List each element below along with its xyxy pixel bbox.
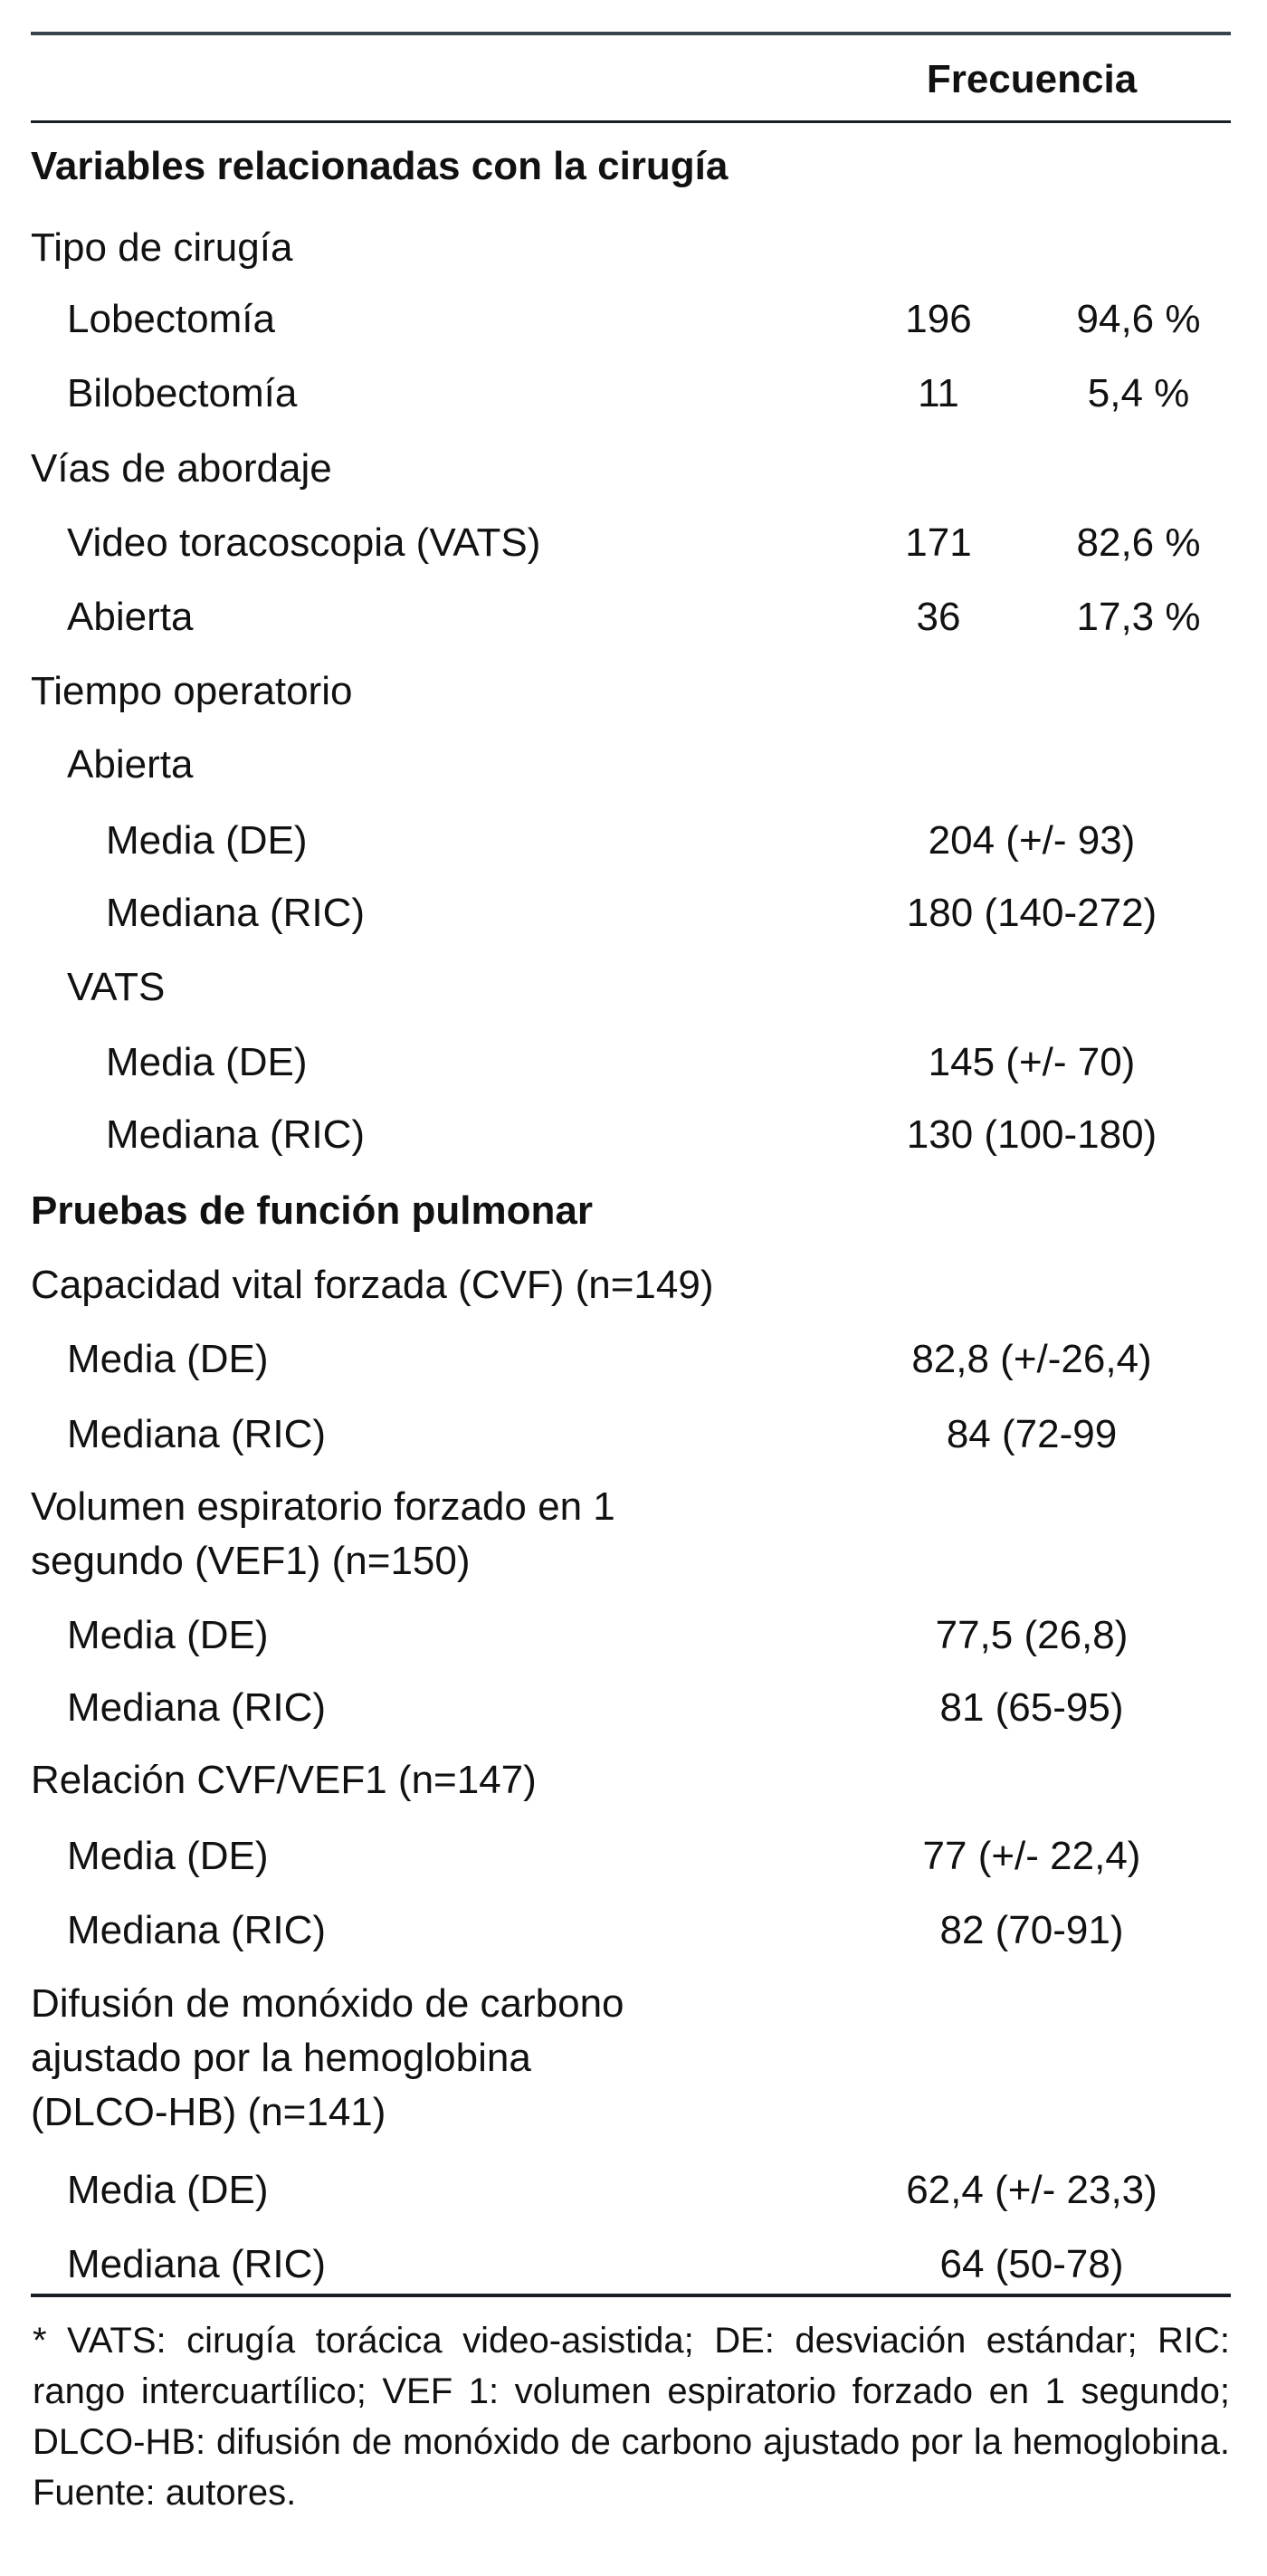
row-label: Media (DE) — [106, 1040, 308, 1084]
statistic-cell: 77,5 (26,8) — [935, 1613, 1129, 1657]
table-row — [0, 1903, 1267, 1958]
table-row — [0, 292, 1267, 347]
table-row — [0, 2237, 1267, 2292]
row-label: (DLCO-HB) (n=141) — [31, 2090, 386, 2134]
row-label: Tipo de cirugía — [31, 225, 293, 270]
row-label: Capacidad vital forzada (CVF) (n=149) — [31, 1263, 714, 1307]
table-row — [0, 2163, 1267, 2218]
statistic-cell: 62,4 (+/- 23,3) — [906, 2168, 1157, 2212]
row-label: Tiempo operatorio — [31, 669, 353, 713]
row-label: Bilobectomía — [67, 371, 298, 415]
percent-cell: 17,3 % — [1076, 595, 1201, 639]
percent-cell: 5,4 % — [1087, 371, 1190, 415]
count-cell: 11 — [918, 371, 959, 415]
table-row — [0, 960, 1267, 1015]
row-label: Mediana (RIC) — [106, 891, 366, 935]
table-top-rule — [31, 32, 1231, 35]
row-label: VATS — [67, 965, 166, 1009]
table-row — [0, 367, 1267, 421]
table-row — [0, 664, 1267, 719]
row-label: Media (DE) — [67, 1613, 269, 1657]
statistic-cell: 81 (65-95) — [939, 1685, 1124, 1730]
row-label: Vías de abordaje — [31, 446, 332, 491]
table-row — [0, 1534, 1267, 1589]
table-row — [0, 2085, 1267, 2140]
row-label: Lobectomía — [67, 297, 275, 341]
table-row — [0, 1332, 1267, 1387]
statistic-cell: 204 (+/- 93) — [928, 818, 1136, 863]
row-label: Media (DE) — [67, 2168, 269, 2212]
row-label: Mediana (RIC) — [67, 1908, 327, 1952]
statistic-cell: 145 (+/- 70) — [928, 1040, 1136, 1084]
row-label: Relación CVF/VEF1 (n=147) — [31, 1758, 537, 1802]
table-row — [0, 442, 1267, 496]
row-label: Media (DE) — [106, 818, 308, 863]
table-row — [0, 1829, 1267, 1884]
section-heading-row — [0, 1184, 1267, 1238]
table-row — [0, 1407, 1267, 1462]
table-row — [0, 1258, 1267, 1312]
percent-cell: 82,6 % — [1076, 520, 1201, 565]
statistic-cell: 77 (+/- 22,4) — [922, 1834, 1141, 1878]
section-heading: Variables relacionadas con la cirugía — [31, 144, 729, 188]
row-label: Volumen espiratorio forzado en 1 — [31, 1484, 615, 1529]
table-row — [0, 1681, 1267, 1735]
table-row — [0, 1608, 1267, 1663]
statistic-cell: 82 (70-91) — [939, 1908, 1124, 1952]
row-label: ajustado por la hemoglobina — [31, 2036, 531, 2080]
row-label: Abierta — [67, 742, 194, 787]
table-row — [0, 814, 1267, 868]
count-cell: 171 — [905, 520, 972, 565]
count-cell: 196 — [905, 297, 972, 341]
statistic-cell: 180 (140-272) — [906, 891, 1157, 935]
table-row — [0, 2031, 1267, 2085]
row-label: Media (DE) — [67, 1337, 269, 1381]
statistic-cell: 84 (72-99 — [946, 1412, 1118, 1456]
statistic-cell: 64 (50-78) — [939, 2242, 1124, 2286]
row-label: Mediana (RIC) — [67, 1412, 327, 1456]
table-row — [0, 886, 1267, 940]
row-label: segundo (VEF1) (n=150) — [31, 1539, 471, 1583]
row-label: Difusión de monóxido de carbono — [31, 1981, 624, 2026]
statistic-cell: 82,8 (+/-26,4) — [911, 1337, 1152, 1381]
row-label: Media (DE) — [67, 1834, 269, 1878]
percent-cell: 94,6 % — [1076, 297, 1201, 341]
table-header-row — [0, 52, 1267, 107]
table-bottom-rule — [31, 2294, 1231, 2297]
row-label: Mediana (RIC) — [106, 1112, 366, 1157]
row-label: Video toracoscopia (VATS) — [67, 520, 541, 565]
row-label: Abierta — [67, 595, 194, 639]
table-footnote: * VATS: cirugía torácica video-asistida; DE: desviación estándar; RIC: rango intercuartílico; VEF 1: volumen espiratorio forzado en 1 segundo; DLCO-HB: difusión de monóxido de carbono ajustado por la hemoglobina. Fuente: autores. — [33, 2321, 1230, 2513]
table-row — [0, 1035, 1267, 1090]
table-row — [0, 1753, 1267, 1808]
row-label: Mediana (RIC) — [67, 2242, 327, 2286]
table-row — [0, 1108, 1267, 1162]
column-header-frecuencia: Frecuencia — [926, 57, 1138, 101]
table-row — [0, 738, 1267, 792]
table-row — [0, 590, 1267, 644]
count-cell: 36 — [916, 595, 961, 639]
table-row — [0, 221, 1267, 275]
statistic-cell: 130 (100-180) — [906, 1112, 1157, 1157]
row-label: Mediana (RIC) — [67, 1685, 327, 1730]
section-heading: Pruebas de función pulmonar — [31, 1188, 593, 1233]
section-heading-row — [0, 139, 1267, 194]
table-row — [0, 516, 1267, 570]
table-row — [0, 1977, 1267, 2031]
table-row — [0, 1480, 1267, 1534]
table-header-rule — [31, 120, 1231, 123]
